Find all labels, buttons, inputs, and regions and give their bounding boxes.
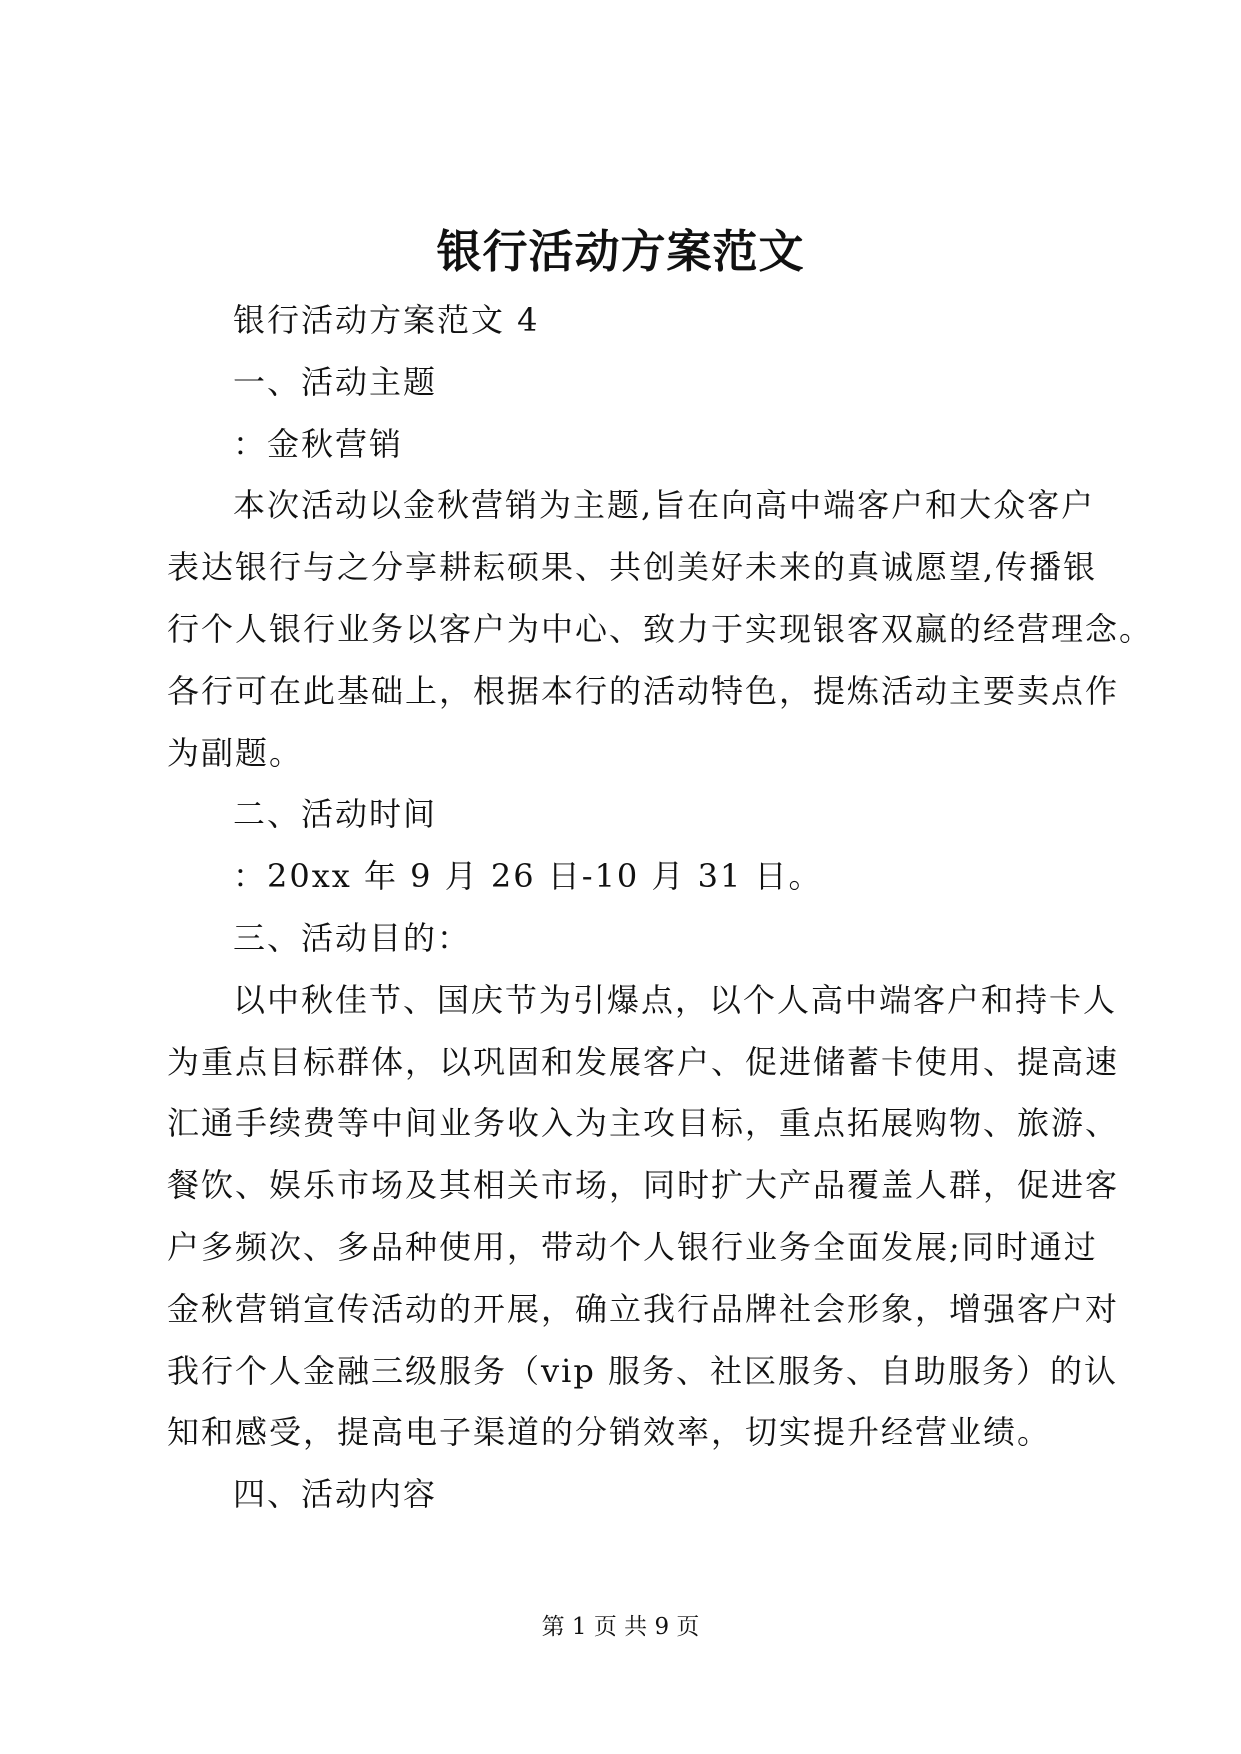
text-line: 我行个人金融三级服务（vip 服务、社区服务、自助服务）的认 [167, 1351, 1118, 1390]
document-body [167, 290, 1154, 1526]
text-line: 行个人银行业务以客户为中心、致力于实现银客双赢的经营理念。 [167, 609, 1154, 648]
text-line: 汇通手续费等中间业务收入为主攻目标，重点拓展购物、旅游、 [167, 1104, 1120, 1143]
text-line: 为副题。 [167, 733, 304, 772]
section-heading: 四、活动内容 [233, 1475, 438, 1514]
section-heading: 一、活动主题 [233, 362, 438, 401]
text-line: 知和感受，提高电子渠道的分销效率，切实提升经营业绩。 [167, 1413, 1052, 1452]
section-heading: 二、活动时间 [233, 795, 438, 834]
page-footer: 第 1 页 共 9 页 [541, 1614, 700, 1640]
text-line: 金秋营销宣传活动的开展，确立我行品牌社会形象，增强客户对 [167, 1289, 1120, 1328]
text-line: 各行可在此基础上，根据本行的活动特色，提炼活动主要卖点作 [167, 671, 1120, 710]
text-line: 为重点目标群体，以巩固和发展客户、促进储蓄卡使用、提高速 [167, 1042, 1120, 1081]
text-line: 银行活动方案范文 4 [233, 301, 540, 339]
text-line: 本次活动以金秋营销为主题,旨在向高中端客户和大众客户 [233, 486, 1096, 525]
text-line: 以中秋佳节、国庆节为引爆点，以个人高中端客户和持卡人 [233, 980, 1118, 1019]
section-heading: 三、活动目的： [233, 918, 472, 957]
text-line: 户多频次、多品种使用，带动个人银行业务全面发展;同时通过 [167, 1227, 1098, 1266]
document-title: 银行活动方案范文 [436, 225, 805, 278]
text-line: ：金秋营销 [233, 424, 404, 463]
text-line: 餐饮、娱乐市场及其相关市场，同时扩大产品覆盖人群，促进客 [167, 1166, 1120, 1205]
text-line: ：20xx 年 9 月 26 日-10 月 31 日。 [233, 857, 823, 896]
text-line: 表达银行与之分享耕耘硕果、共创美好未来的真诚愿望,传播银 [167, 548, 1098, 587]
